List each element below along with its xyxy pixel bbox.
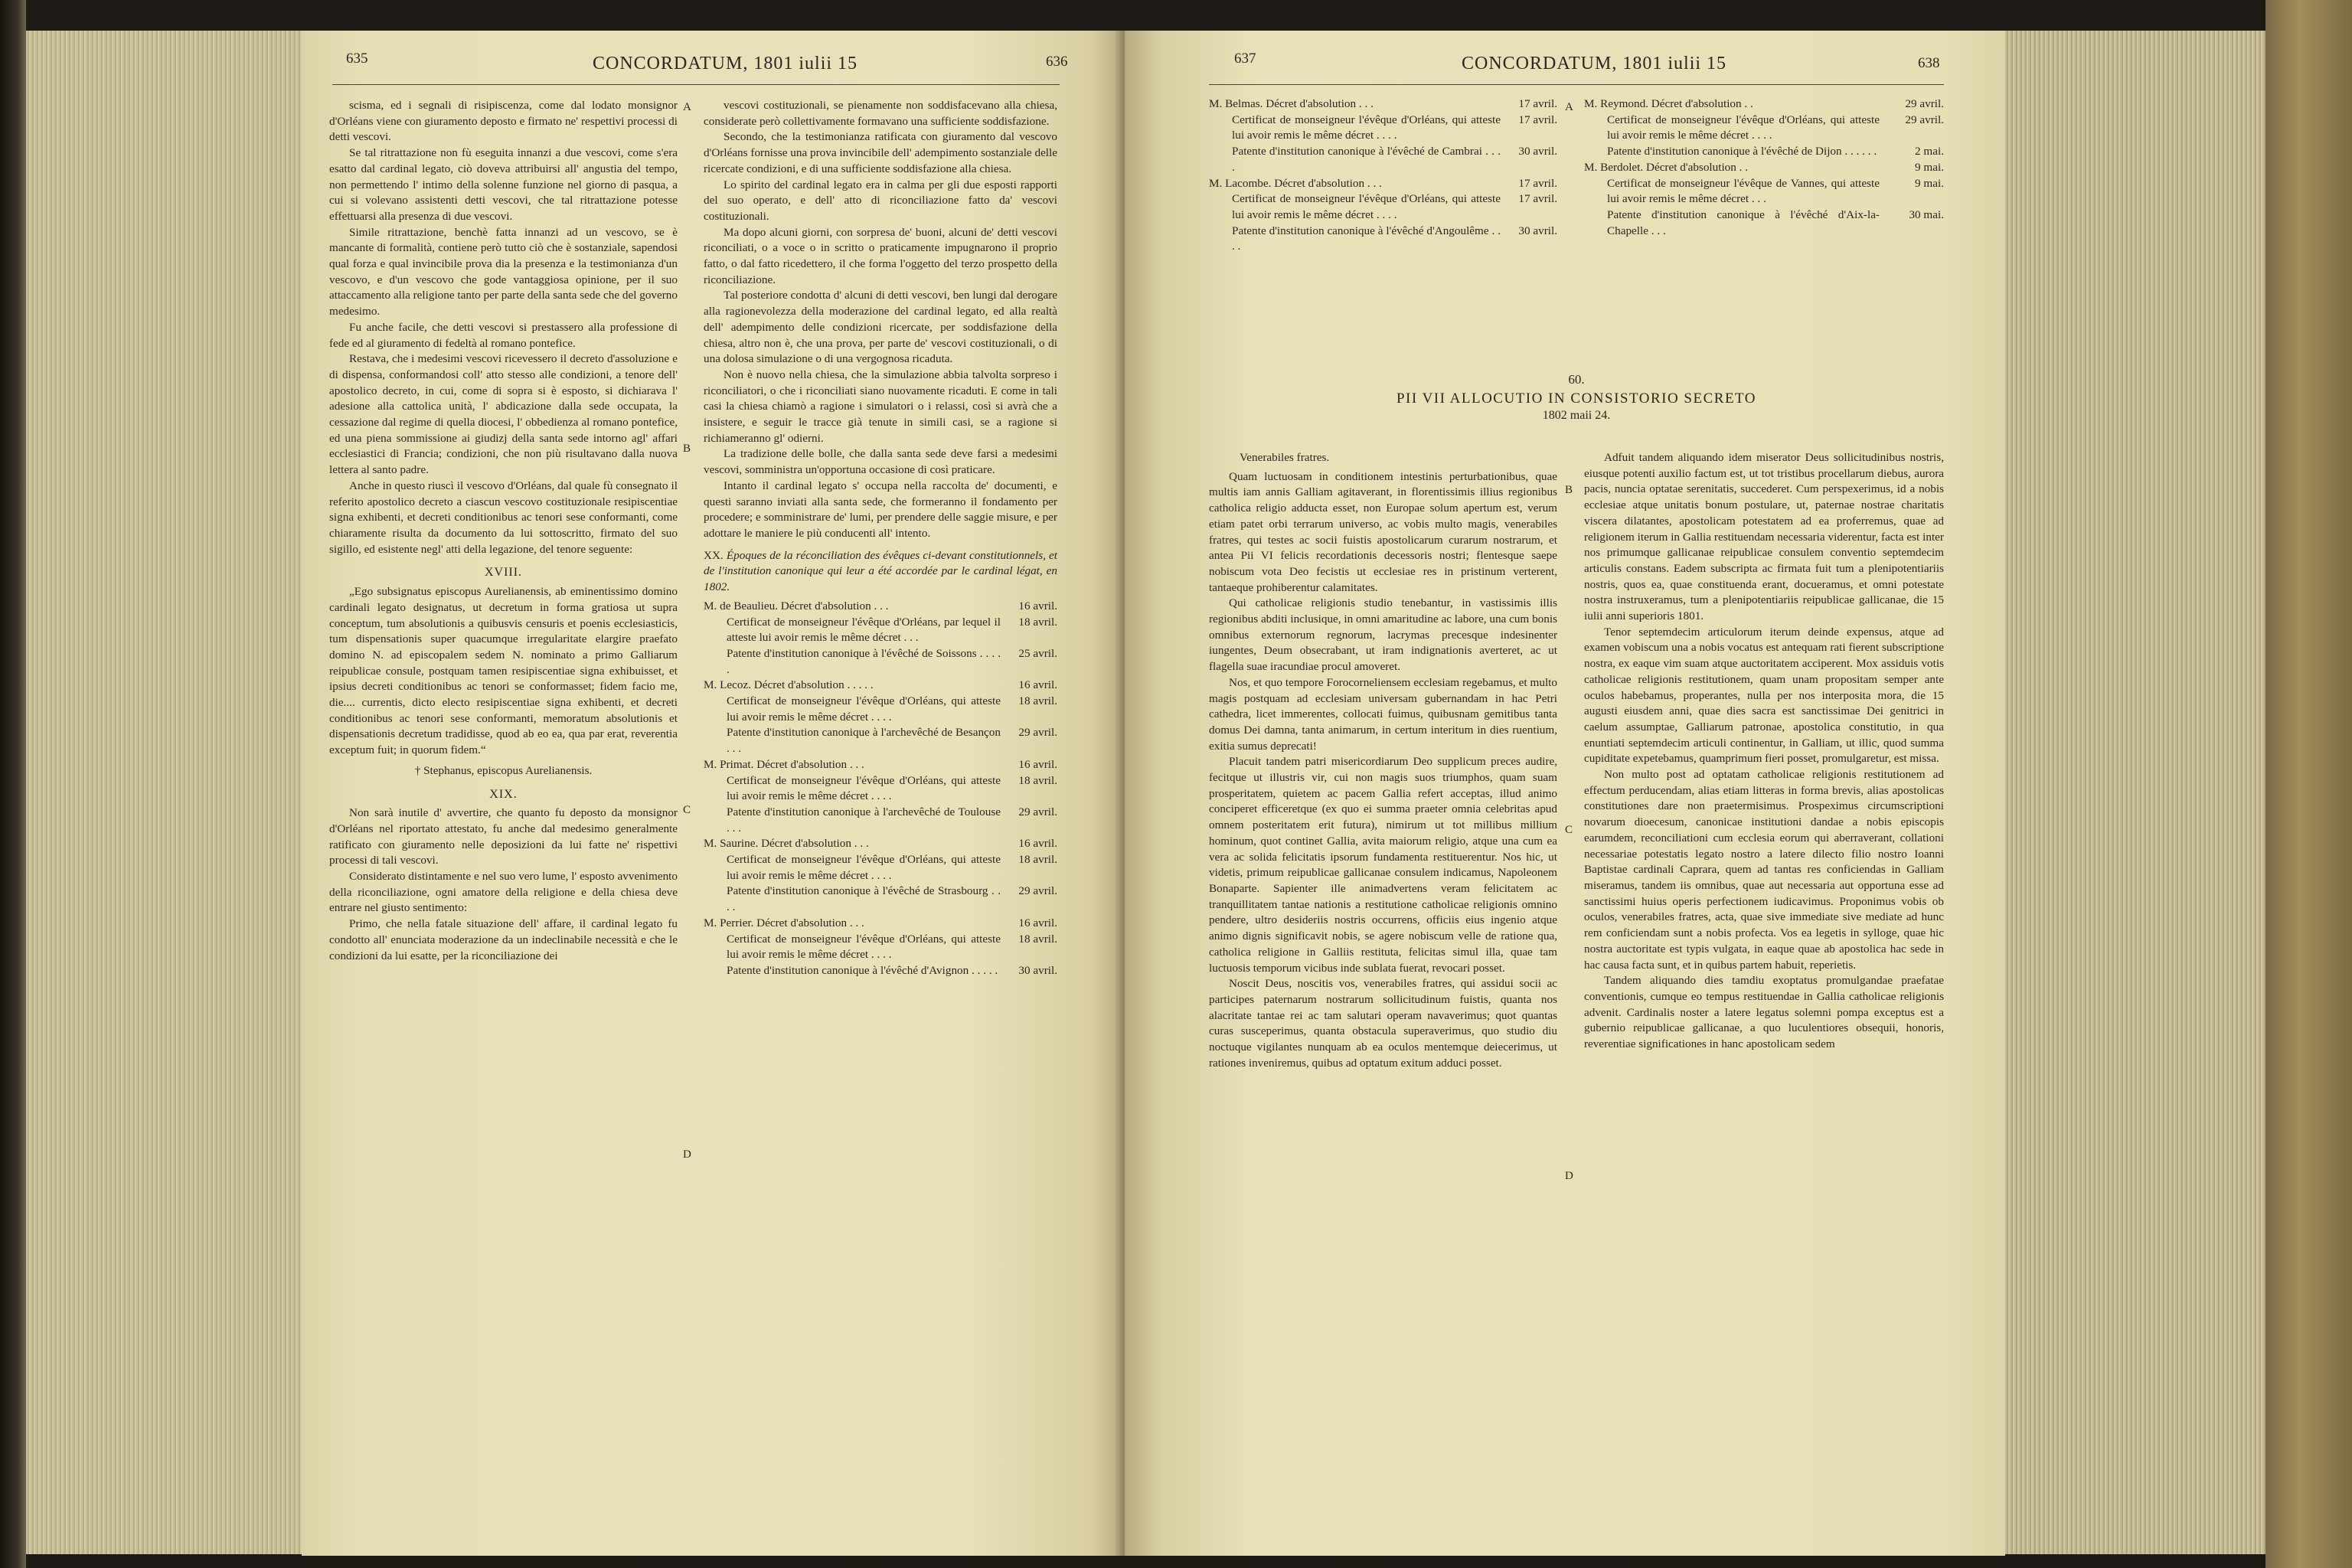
- entry-date: 17 avril.: [1518, 192, 1557, 206]
- entry-text: Patente d'institution canonique à l'évêché de Strasbourg . . . .: [727, 884, 1001, 914]
- date-entry: [1209, 191, 1557, 223]
- date-entry: [704, 805, 1057, 836]
- entry-date: 30 avril.: [1518, 145, 1557, 158]
- entry-date: 2 mai.: [1915, 145, 1944, 158]
- date-entry: [704, 599, 1057, 615]
- right-page-column-b: [1584, 450, 1944, 1053]
- entry-text: M. Primat. Décret d'absolution . . .: [704, 757, 864, 771]
- margin-letter-b: B: [1565, 484, 1573, 496]
- paragraph: Tal posteriore condotta d' alcuni di detti vescovi, ben lungi dal derogare alla ragionevolezza della moderazione del cardinal legato, ed alla realtà dell' adempimento delle condizioni ricercate, per soddisfazione della chiesa, altro non è, che una prova, per parte de' vescovi costituzionali, o di una dolosa simulazione o di una vergognosa ricaduta.: [704, 289, 1057, 366]
- salutation: Venerabiles fratres.: [1240, 451, 1330, 464]
- margin-letter-c: C: [683, 804, 691, 816]
- date-entry: [1209, 113, 1557, 144]
- date-entry: [704, 694, 1057, 725]
- paragraph: vescovi costituzionali, se pienamente non soddisfacevano alla chiesa, considerate però collettivamente formavano una sufficiente soddisfazione.: [704, 99, 1057, 128]
- entry-date: 17 avril.: [1518, 176, 1557, 190]
- entry-date: 16 avril.: [1018, 599, 1057, 612]
- section-number-xx: XX.: [704, 548, 724, 562]
- date-entry: [1584, 160, 1944, 176]
- entry-date: 30 avril.: [1518, 224, 1557, 237]
- paragraph: Tandem aliquando dies tamdiu exoptatus promulgandae praefatae conventionis, cumque eo tempus restituendae in Gallia catholicae religionis advenit. Cardinalis noster a latere legatus solemni pompa exceptus est a gubernio reipublicae gallicanae, a quo luculentiores obsequii, honoris, reverentiae significationes in hanc apostolicam sedem: [1584, 974, 1944, 1051]
- entry-date: 29 avril.: [1905, 97, 1944, 110]
- entry-text: Certificat de monseigneur l'évêque d'Orléans, qui atteste lui avoir remis le même décret . . . .: [1232, 192, 1501, 221]
- date-entry: [1584, 207, 1944, 239]
- entry-date: 29 avril.: [1018, 884, 1057, 898]
- entry-text: Patente d'institution canonique à l'archevêché de Besançon . . .: [727, 726, 1001, 756]
- entry-text: Certificat de monseigneur l'évêque d'Orléans, qui atteste lui avoir remis le même décret . . . .: [1232, 113, 1501, 142]
- margin-letter-a: A: [683, 101, 691, 113]
- running-head-left: CONCORDATUM, 1801 iulii 15: [593, 54, 858, 74]
- date-entry: [704, 678, 1057, 694]
- paragraph: Anche in questo riuscì il vescovo d'Orléans, dal quale fù consegnato il referito apostolico decreto a ciascun vescovo costituzionale resipiscentiae signa exhibenti, et decreti conditionibus ac tenori sese conformanti, come chiaramente risulta da documento da lui sottoscritto, firmato del suo sigillo, ed esistente negl' atti della legazione, del tenore seguente:: [329, 479, 678, 556]
- paragraph: Noscit Deus, noscitis vos, venerabiles fratres, qui assidui socii ac participes paternarum nostrarum sollicitudinum fuistis, quanta nos alacritate tantae rei ac tam salutari operam navaverimus; quot quantas curas susceperimus, quanta obstacula superaverimus, quo studio diu noctuque vigilantes nunquam ab ea oculos mentemque deiecerimus, ut rationes inveniremus, quibus ad optatum exitum adduci posset.: [1209, 977, 1557, 1070]
- entry-date: 18 avril.: [1018, 853, 1057, 867]
- entry-date: 29 avril.: [1018, 805, 1057, 818]
- entry-date: 25 avril.: [1018, 646, 1057, 660]
- section-xx-title: Époques de la réconciliation des évêques ci-devant constitutionnels, et de l'institution canonique qui leur a été accordée par le cardinal légat, en 1802.: [704, 548, 1058, 594]
- paragraph: Considerato distintamente e nel suo vero lume, l' esposto avvenimento della riconciliazione, ogni amatore della religione e della chiesa deve entrare nel giusto sentimento:: [329, 870, 678, 915]
- date-entry: [704, 932, 1057, 963]
- entry-text: Patente d'institution canonique à l'évêché d'Aix-la-Chapelle . . .: [1607, 207, 1880, 237]
- entry-date: 9 mai.: [1915, 160, 1944, 174]
- paragraph: Non è nuovo nella chiesa, che la simulazione abbia talvolta sorpreso i riconciliatori, o che i riconciliati siano nuovamente ricaduti. E come in tali casi la chiesa chiamò a ragione i simulatori o i relassi, così si avrà che a insistere, e seguir le tracce già tenute in simili casi, se a ragione si richiameranno gl' odierni.: [704, 368, 1057, 445]
- entry-text: Certificat de monseigneur l'évêque d'Orléans, qui atteste lui avoir remis le même décret . . . .: [727, 853, 1001, 882]
- entry-date: 18 avril.: [1018, 773, 1057, 787]
- entry-text: Patente d'institution canonique à l'évêché de Cambrai . . . .: [1232, 145, 1501, 174]
- folio-637: 637: [1234, 51, 1256, 67]
- entry-text: Certificat de monseigneur l'évêque d'Orléans, qui atteste lui avoir remis le même décret . . . .: [727, 773, 1001, 803]
- date-entry: [1584, 96, 1944, 113]
- date-entry: [1584, 176, 1944, 207]
- date-entry: [1584, 113, 1944, 144]
- allocutio-heading: [1209, 372, 1944, 430]
- entry-date: 18 avril.: [1018, 694, 1057, 708]
- entry-date: 9 mai.: [1915, 176, 1944, 190]
- document-date: 1802 maii 24.: [1542, 409, 1611, 422]
- paragraph: Non sarà inutile d' avvertire, che quanto fu deposto da monsignor d'Orléans nel riportato attestato, fu anche dal medesimo generalmente ratificato con giuramento nelle deposizioni da lui fatte ne' rispettivi processi di tali vescovi.: [329, 806, 678, 867]
- entry-text: Patente d'institution canonique à l'évêché de Soissons . . . . .: [727, 646, 1001, 676]
- paragraph: Intanto il cardinal legato s' occupa nella raccolta de' documenti, e questi saranno inviati alla santa sede, che formeranno il fondamento per procedere; e somministrare de' lumi, per prendere delle saggie misure, e per adottare le maniere le più conducenti all' intento.: [704, 479, 1057, 540]
- paragraph: Qui catholicae religionis studio tenebantur, in vastissimis illis regionibus abditi inclusique, in omni amaritudine ac labore, una cum bonis omnibus externorum regnorum, lacrymas precesque indesinenter iungentes, Deum obsecrabant, ut iram indignationis averteret, ac ut flagella suae iracundiae procul amoveret.: [1209, 596, 1557, 674]
- folio-638: 638: [1918, 55, 1940, 71]
- scan-edge-left: [0, 0, 26, 1568]
- date-entry: [1584, 144, 1944, 160]
- date-entry: [1209, 224, 1557, 255]
- paragraph: Placuit tandem patri misericordiarum Deo supplicum preces audire, fecitque ut illustris vir, cui non magis suos triumphos, quam suam prosperitatem, quietem ac pacem Gallia refert acceptas, illud animo conciperet efficeretque (ex quo ei summa praeter omnia celebritas apud omnem posteritatem erit futura), nimirum ut tot millibus millium hominum, quot continet Gallia, avita maiorum religio, atque una cum ea vera ac solida felicitatis ipsorum fundamenta restituerentur. Nos hic, ut videtis, primum reipublicae gallicanae consulem indicamus, Napoleonem Bonaparte. Sapienter ille animadvertens veram felicitatem ac tranquillitatem tantae nationis a restitutione catholicae religionis omnino pendere, ultro desideriis nostris occurrens, officiis eius ingenio atque animo dignis significavit nobis, se agere nobiscum velle de ratione qua, catholica religione in Galliis restituta, felicitas simul illa, quae tam luctuosis temporum vicibus inde sublata fuerat, revocari posset.: [1209, 755, 1557, 975]
- entry-text: M. Belmas. Décret d'absolution . . .: [1209, 97, 1374, 110]
- date-entry: [704, 884, 1057, 915]
- section-number-xviii: XVIII.: [484, 566, 523, 580]
- page-stack-right: [2005, 31, 2265, 1554]
- page-stack-left: [26, 31, 302, 1554]
- date-entry: [1209, 96, 1557, 113]
- paragraph: Secondo, che la testimonianza ratificata con giuramento dal vescovo d'Orléans fornisse una prova invincibile dell' adempimento sostanziale delle ricercate condizioni, e di una sufficiente soddisfazione alla chiesa.: [704, 130, 1057, 175]
- date-entry: [704, 646, 1057, 678]
- paragraph: Non multo post ad optatam catholicae religionis restitutionem ad effectum perducendam, alias etiam litteras in forma brevis, alias apostolicas constitutiones dare non praetermisimus. Prospeximus circumscriptioni novarum dioecesum, canonicae institutioni dandae a nobis episcopis earumdem, reconciliationi cum ecclesia eorum qui aberraverant, collationi necessariae potestatis legato nostro a latere dilecto filio nostro Ioanni Baptistae cardinali Caprara, quem ad tantas res conficiendas in Galliam miseramus, tandem iis omnibus, quae aut necessaria aut opportuna esse ad sanctissimi huius operis perfectionem iudicavimus. Proponimus vobis ob oculos, venerabiles fratres, acta, quae sive immediate sive mediate ad hunc rem conficiendam sunt a nobis profecta. Vos ea legetis in sylloge, quae hic nostra auctoritate est typis vulgata, in eaque quae ab apostolica hac sede in hac causa facta sunt, et in quibus partem habuit, reperietis.: [1584, 768, 1944, 972]
- paragraph: Simile ritrattazione, benchè fatta innanzi ad un vescovo, se è mancante di formalità, contiene però tutto ciò che è sostanziale, sapendosi qual forza e qual invincibile prova dia la presenza e la testimonianza d'un vescovo, e d'un vescovo che gode vantaggiosa opinione, per il suo attaccamento alla religione tanto per parte della santa sede che del governo medesimo.: [329, 225, 678, 318]
- entry-date: 16 avril.: [1018, 837, 1057, 851]
- entry-date: 30 avril.: [1018, 963, 1057, 977]
- entry-date: 16 avril.: [1018, 757, 1057, 771]
- entry-text: M. Perrier. Décret d'absolution . . .: [704, 916, 864, 929]
- paragraph: Restava, che i medesimi vescovi ricevessero il decreto d'assoluzione e di dispensa, conformandosi coll' atto stesso alle condizioni, a tenore dell' apostolico decreto, in cui, come di sopra si è esposto, si dichiarava l' adesione alla cattolica unità, l' abdicazione dalla sede occupata, la cessazione dal regime di quella diocesi, l' obbedienza al romano pontefice, ed una piena sommissione ai giudizj della santa sede intorno agl' affari ecclesiastici di Francia; condizioni, che non più risultavano dalla nuova lettera al santo padre.: [329, 352, 678, 477]
- margin-letter-a: A: [1565, 101, 1573, 113]
- header-rule-right: [1209, 84, 1944, 85]
- signature-line: † Stephanus, episcopus Aurelianensis.: [414, 763, 593, 777]
- entry-text: Certificat de monseigneur l'évêque d'Orléans, qui atteste lui avoir remis le même décret . . . .: [727, 694, 1001, 724]
- entry-date: 17 avril.: [1518, 113, 1557, 126]
- folio-635: 635: [346, 51, 368, 67]
- attestation-paragraph: „Ego subsignatus episcopus Aurelianensis, ab eminentissimo domino cardinali legato designatus, ut decretum in forma gratiosa ut supra conceptum, tum absolutionis a quibusvis censuris et poenis ecclesiasticis, tum dispensationis super quacumque irregularitate elargire praefato domino N. ad episcopalem sedem N. nominato a primo Galliarum reipublicae consule, postquam tamen resipiscentiae signa exhibuisset, et ipsius decreti conditionibus ac tenori se conformasset; fidem facio me, die.... currentis, dicto electo resipiscentiae signa exhibenti, et decreti conditionibus ac tenori sese conformanti, memoratum absolutionis et dispensationis decretum tradidisse, quod ab eo ea, qua par erat, reverentia exceptum fuit; in quorum fidem.“: [329, 585, 678, 757]
- entry-date: 29 avril.: [1905, 113, 1944, 126]
- entry-date: 29 avril.: [1018, 726, 1057, 740]
- left-page-column-a: [329, 98, 678, 964]
- date-entry: [704, 615, 1057, 646]
- book-edge-right: [2265, 0, 2352, 1568]
- margin-letter-c: C: [1565, 824, 1573, 836]
- paragraph: Tenor septemdecim articulorum iterum deinde expensus, atque ad examen vobiscum una a nobis vocatus est antequam rati fierent subscriptione nostra, ex eaque vim suam atque auctoritatem acciperent. Mox assiduis votis catholicae religionis restitutionem, quam unam propositam semper ante oculos habebamus, properantes, nulla per nos interposita mora, die 15 augusti eiusdem anni, quae dies sacra est sanctissimae Dei genitrici in caelum assumptae, Galliarum patronae, apostolica constitutio, in qua enuntiati septemdecim articuli continentur, in Galliam, ut illic, quod summa cupiditate expetebamus, quamprimum fieri posset, promulgaretur, est missa.: [1584, 625, 1944, 766]
- entry-text: Certificat de monseigneur l'évêque de Vannes, qui atteste lui avoir remis le même décret . . .: [1607, 176, 1880, 206]
- paragraph: Ma dopo alcuni giorni, con sorpresa de' buoni, alcuni de' detti vescovi riconciliati, o a voce o in scritto o praticamente impugnarono il proprio fatto, o dal fatto ricedettero, il che forma l'oggetto del terzo prospetto della riconciliazione.: [704, 225, 1057, 286]
- paragraph: Nos, et quo tempore Forocorneliensem ecclesiam regebamus, et multo magis postquam ad ecclesiam universam gubernandam in hac Petri cathedra, licet immerentes, collocati fuimus, quibusnam gemitibus tanta domus Dei damna, tanta animarum, in certum interitum in dies ruentium, exitia sumus deprecati!: [1209, 675, 1557, 753]
- entry-date: 18 avril.: [1018, 615, 1057, 629]
- date-entry: [704, 852, 1057, 884]
- section-xx-heading: [704, 548, 1057, 596]
- entry-date: 30 mai.: [1909, 207, 1944, 221]
- entry-date: 18 avril.: [1018, 932, 1057, 946]
- entry-text: M. Lacombe. Décret d'absolution . . .: [1209, 176, 1382, 190]
- entry-text: Certificat de monseigneur l'évêque d'Orléans, qui atteste lui avoir remis le même décret . . . .: [727, 932, 1001, 962]
- document-title: PII VII ALLOCUTIO IN CONSISTORIO SECRETO: [1396, 390, 1757, 407]
- left-page-column-b: [704, 98, 1057, 979]
- entry-text: Patente d'institution canonique à l'évêché d'Avignon . . . . .: [727, 963, 998, 977]
- entry-text: Certificat de monseigneur l'évêque d'Orléans, qui atteste lui avoir remis le même décret . . . .: [1607, 113, 1880, 142]
- folio-636: 636: [1046, 54, 1068, 70]
- margin-letter-d: D: [1565, 1170, 1573, 1182]
- entry-text: Patente d'institution canonique à l'évêché de Dijon . . . . . .: [1607, 145, 1877, 158]
- date-entry: [1209, 144, 1557, 175]
- paragraph: Adfuit tandem aliquando idem miserator Deus sollicitudinibus nostris, eiusque potenti auxilio factum est, ut tot tristibus procellarum diebus, aurora pacis, nuncia optatae serenitatis, succederet. Cum perspexerimus, id a nobis ecclesiae atque unitatis bonum postulare, ut, paternae nostrae charitatis viscera dilatantes, apostolicam potestatem ad ea proferremus, quae ad religionem iterum in Gallia restituendam necessaria viderentur, facta est inter nos primumque gallicanae reipublicae consulem conventio septemdecim articulis constans. Eadem subscripta ac firmata fuit tum a plenipotentiariis nostris, quos ea, quae constituenda erant, docueramus, et omni potestate nostra instruxeramus, tum a plenipotentiariis reipublicae gallicanae, die 15 iulii anni superioris 1801.: [1584, 451, 1944, 623]
- document-number: 60.: [1568, 372, 1585, 387]
- entry-text: M. Lecoz. Décret d'absolution . . . . .: [704, 678, 874, 692]
- date-entry: [704, 963, 1057, 979]
- entry-date: 16 avril.: [1018, 916, 1057, 929]
- margin-letter-d: D: [683, 1148, 691, 1161]
- entry-text: M. Saurine. Décret d'absolution . . .: [704, 837, 869, 851]
- date-entry: [704, 916, 1057, 932]
- section-number-xix: XIX.: [489, 787, 518, 801]
- right-page-column-a: [1209, 450, 1557, 1071]
- header-rule-left: [332, 84, 1060, 85]
- paragraph: Se tal ritrattazione non fù eseguita innanzi a due vescovi, come s'era esatto dal cardinal legato, ciò doveva attribuirsi all' angustia del tempo, non permettendo l' intimo della solenne funzione nel giorno di pasqua, a cui si volevano assistenti detti vescovi, che tal ritrattazione potesse effettuarsi alla presenza di due vescovi.: [329, 146, 678, 223]
- date-entry: [704, 725, 1057, 756]
- entry-text: Certificat de monseigneur l'évêque d'Orléans, par lequel il atteste lui avoir remis le même décret . . .: [727, 615, 1001, 645]
- entry-text: M. Berdolet. Décret d'absolution . .: [1584, 160, 1749, 174]
- entry-text: Patente d'institution canonique à l'évêché d'Angoulême . . . .: [1232, 224, 1501, 253]
- entry-text: M. de Beaulieu. Décret d'absolution . . .: [704, 599, 889, 612]
- paragraph: Lo spirito del cardinal legato era in calma per gli due esposti rapporti del suo operato, e dell' atto di riconciliazione fatto da' vescovi costituzionali.: [704, 178, 1057, 223]
- date-entry: [1209, 176, 1557, 192]
- right-page-dates-column-b: [1584, 96, 1944, 239]
- running-head-right: CONCORDATUM, 1801 iulii 15: [1462, 54, 1727, 74]
- date-entry: [704, 836, 1057, 852]
- left-page: [302, 31, 1125, 1556]
- date-entry: [704, 773, 1057, 805]
- paragraph: Primo, che nella fatale situazione dell' affare, il cardinal legato fu condotto all' enunciata moderazione da un indeclinabile necessità e che le condizioni da lui esatte, per la riconciliazione dei: [329, 917, 678, 962]
- paragraph: La tradizione delle bolle, che dalla santa sede deve farsi a medesimi vescovi, somministra un'opportuna occasione di così praticare.: [704, 447, 1057, 477]
- entry-text: M. Reymond. Décret d'absolution . .: [1584, 97, 1753, 110]
- margin-letter-b: B: [683, 443, 691, 455]
- right-page-dates-column-a: [1209, 96, 1557, 255]
- right-page: [1125, 31, 2005, 1556]
- entry-date: 16 avril.: [1018, 678, 1057, 692]
- date-entry: [704, 757, 1057, 773]
- entry-text: Patente d'institution canonique à l'archevêché de Toulouse . . .: [727, 805, 1001, 835]
- paragraph: Quam luctuosam in conditionem intestinis perturbationibus, quae multis iam annis Galliam agitaverant, in florentissimis illius regionibus catholica religio adducta esset, non Europae solum apertum est, verum etiam patet orbi terrarum universo, ac vobis multo magis, venerabiles fratres, qui testes ac socii fuistis apostolicarum curarum nostrarum, et antea Pii VI felicis recordationis decessoris nostri; flentesque saepe nobiscum vota Deo fecistis ut ecclesiae res in pristinum verterent, tantaeque prohiberentur calamitates.: [1209, 469, 1557, 594]
- entry-date: 17 avril.: [1518, 97, 1557, 110]
- paragraph: scisma, ed i segnali di risipiscenza, come dal lodato monsignor d'Orléans viene con giuramento deposto e firmato ne' respettivi processi di detti vescovi.: [329, 99, 678, 144]
- paragraph: Fu anche facile, che detti vescovi si prestassero alla professione di fede ed al giuramento di fedeltà al romano pontefice.: [329, 320, 678, 350]
